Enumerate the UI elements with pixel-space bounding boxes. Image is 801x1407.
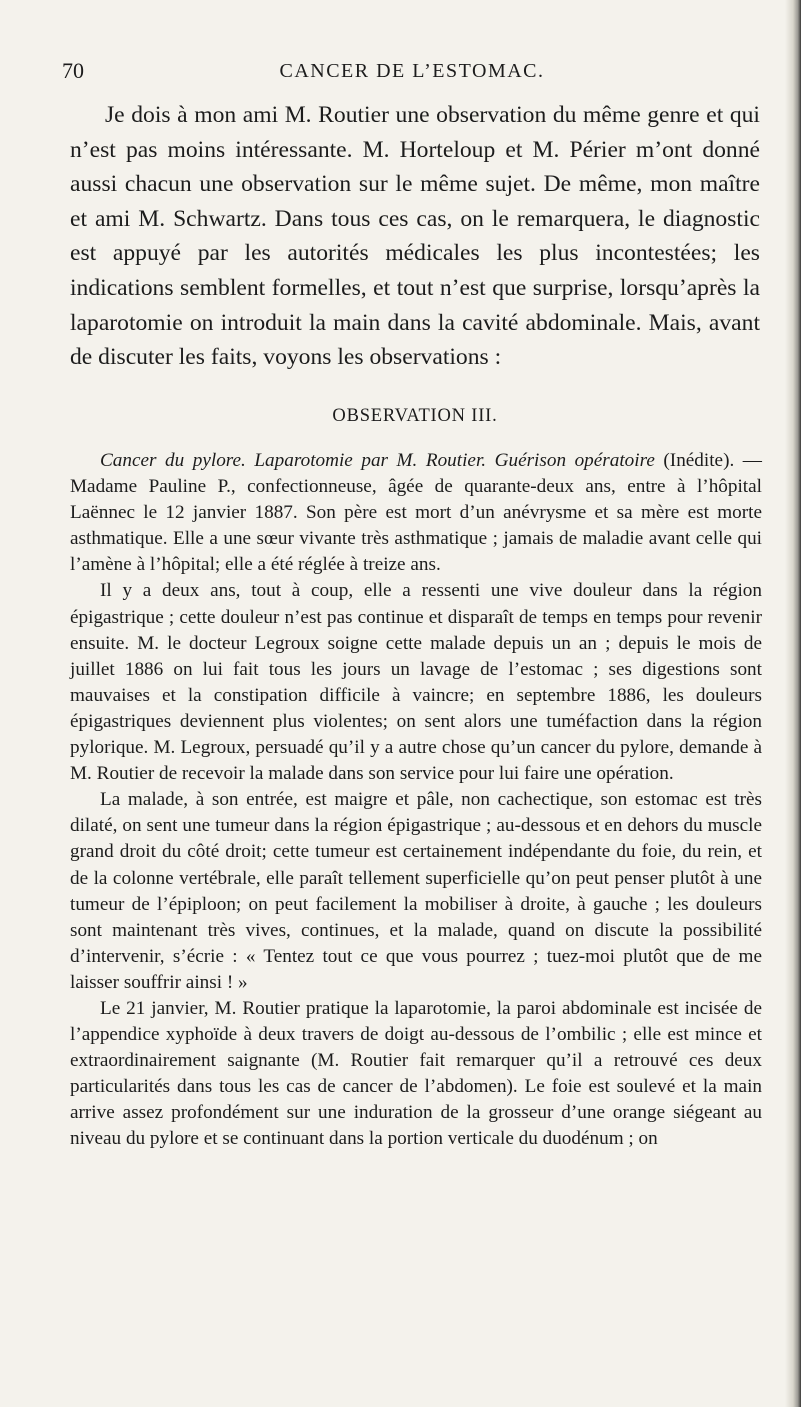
page-number: 70 [62,58,84,83]
observation-paragraph-4: Le 21 janvier, M. Routier pratique la laparotomie, la paroi abdominale est incisée de l’appendice xyphoïde à deux travers de doigt au-dessous de l’ombilic ; elle est mince et extraordinairement saignante (M. Routier fait remarquer qu’il a retrouvé ces deux particularités dans tous les cas de cancer de l’abdomen). Le foie est soulevé et la main arrive assez profondément sur une induration de la grosseur d’une orange siégeant au niveau du pylore et se continuant dans la portion verticale du duodénum ; on [70,997,762,1150]
intro-section [70,98,760,375]
observation-body [70,448,762,1153]
intro-paragraph: Je dois à mon ami M. Routier une observation du même genre et qui n’est pas moins intéressante. M. Horteloup et M. Périer m’ont donné aussi chacun une observation sur le même sujet. De même, mon maître et ami M. Schwartz. Dans tous ces cas, on le remarquera, le diagnostic est appuyé par les autorités médicales les plus incontestées; les indications semblent formelles, et tout n’est que surprise, lorsqu’après la laparotomie on introduit la main dans la cavité abdominale. Mais, avant de discuter les faits, voyons les observations : [70,102,760,371]
page-edge-shadow [785,0,801,1407]
observation-heading-rest: (Inédite). — Madame Pauline P., confectionneuse, âgée de quarante-deux ans, entre à l’hôpital Laënnec le 12 janvier 1887. Son père est mort d’un anévrysme et sa mère est morte asthmatique. Elle a une sœur vivante très asthmatique ; jamais de maladie avant celle qui l’amène à l’hôpital; elle a été réglée à treize ans. [70,450,762,576]
observation-paragraph-3: La malade, à son entrée, est maigre et pâle, non cachectique, son estomac est très dilaté, on sent une tumeur dans la région épigastrique ; au-dessous et en dehors du muscle grand droit du côté droit; cette tumeur est certainement indépendante du foie, du rein, et de la colonne vertébrale, elle paraît tellement superficielle qu’on peut penser plutôt à une tumeur de l’épiploon; on peut facilement la mobiliser à droite, à gauche ; les douleurs sont maintenant très vives, continues, et la malade, quand on discute la possibilité d’intervenir, s’écrie : « Tentez tout ce que vous pourrez ; tuez-moi plutôt que de me laisser souffrir ainsi ! » [70,789,762,993]
observation-paragraph-2: Il y a deux ans, tout à coup, elle a ressenti une vive douleur dans la région épigastrique ; cette douleur n’est pas continue et disparaît de temps en temps pour revenir ensuite. M. le docteur Legroux soigne cette malade depuis un an ; depuis le mois de juillet 1886 on lui fait tous les jours un lavage de l’estomac ; ses digestions sont mauvaises et la constipation difficile à vaincre; en septembre 1886, les douleurs épigastriques deviennent plus violentes; on sent alors une tuméfaction dans la région pylorique. M. Legroux, persuadé qu’il y a autre chose qu’un cancer du pylore, demande à M. Routier de recevoir la malade dans son service pour lui faire une opération. [70,580,762,785]
page-header [62,58,762,98]
running-title: CANCER DE L’ESTOMAC. [279,60,545,82]
observation-heading: Cancer du pylore. Laparotomie par M. Routier. Guérison opératoire [100,450,655,471]
observation-paragraph-1 [70,448,762,578]
observation-title: OBSERVATION III. [332,406,498,426]
